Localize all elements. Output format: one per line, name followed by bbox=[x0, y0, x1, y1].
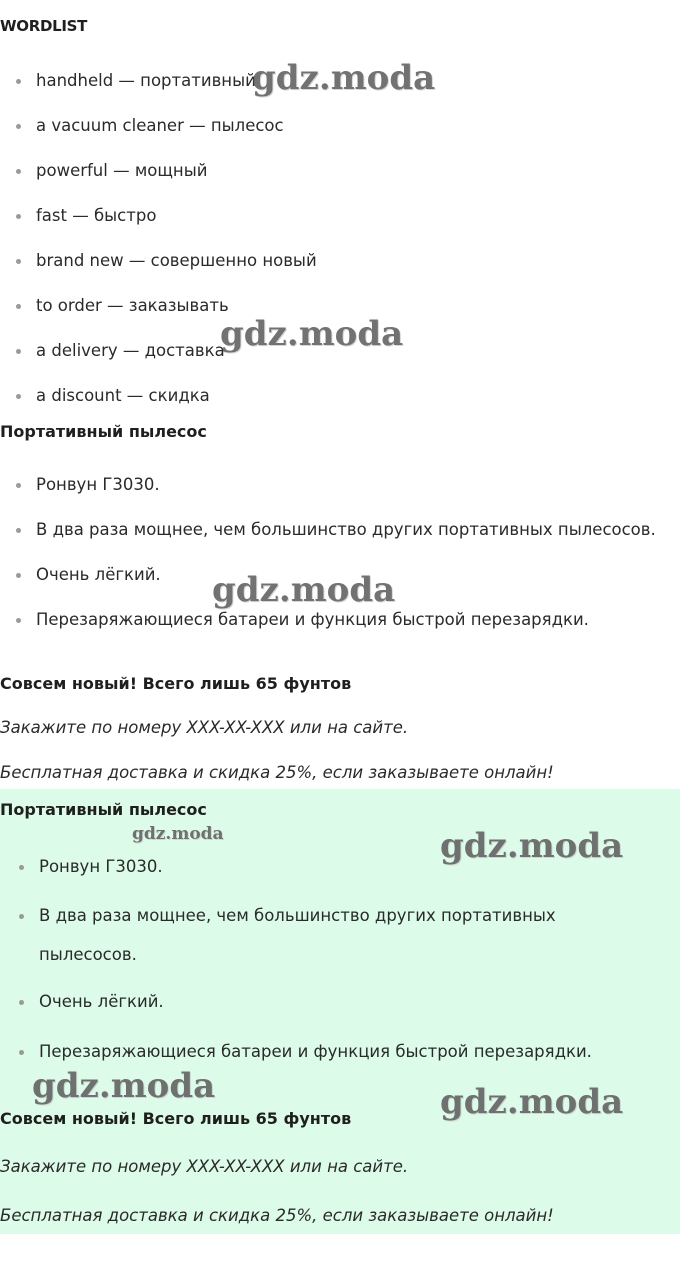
bullet-icon bbox=[16, 259, 21, 264]
watermark-logo: gdz.moda bbox=[32, 1066, 216, 1106]
watermark-logo: gdz.moda bbox=[440, 1082, 624, 1122]
watermark-logo: gdz.moda bbox=[212, 570, 396, 610]
bullet-icon bbox=[16, 169, 21, 174]
bullet-icon bbox=[19, 865, 24, 870]
bullet-icon bbox=[16, 618, 21, 623]
bullet-icon bbox=[16, 79, 21, 84]
watermark-logo: gdz.moda bbox=[440, 826, 624, 866]
wordlist-title: WORDLIST bbox=[0, 17, 88, 35]
bullet-icon bbox=[16, 214, 21, 219]
bullet-icon bbox=[16, 483, 21, 488]
bullet-icon bbox=[19, 1050, 24, 1055]
ad1-delivery: Бесплатная доставка и скидка 25%, если заказываете онлайн! bbox=[0, 763, 554, 782]
bullet-icon bbox=[16, 304, 21, 309]
bullet-icon bbox=[19, 914, 24, 919]
ad2-price: Совсем новый! Всего лишь 65 фунтов bbox=[0, 1109, 352, 1128]
ad1-price: Совсем новый! Всего лишь 65 фунтов bbox=[0, 674, 352, 693]
bullet-icon bbox=[16, 124, 21, 129]
watermark-logo: gdz.moda bbox=[252, 58, 436, 98]
ad1-order: Закажите по номеру XXX-XX-XXX или на сайте. bbox=[0, 718, 409, 737]
ad1-title: Портативный пылесос bbox=[0, 422, 207, 441]
watermark-logo: gdz.moda bbox=[220, 314, 404, 354]
watermark-logo: gdz.moda bbox=[132, 824, 224, 844]
ad2-order: Закажите по номеру XXX-XX-XXX или на сайте. bbox=[0, 1157, 409, 1176]
bullet-icon bbox=[19, 1000, 24, 1005]
ad2-delivery: Бесплатная доставка и скидка 25%, если заказываете онлайн! bbox=[0, 1206, 554, 1225]
bullet-icon bbox=[16, 394, 21, 399]
bullet-icon bbox=[16, 349, 21, 354]
ad2-title: Портативный пылесос bbox=[0, 800, 207, 819]
bullet-icon bbox=[16, 528, 21, 533]
bullet-icon bbox=[16, 573, 21, 578]
